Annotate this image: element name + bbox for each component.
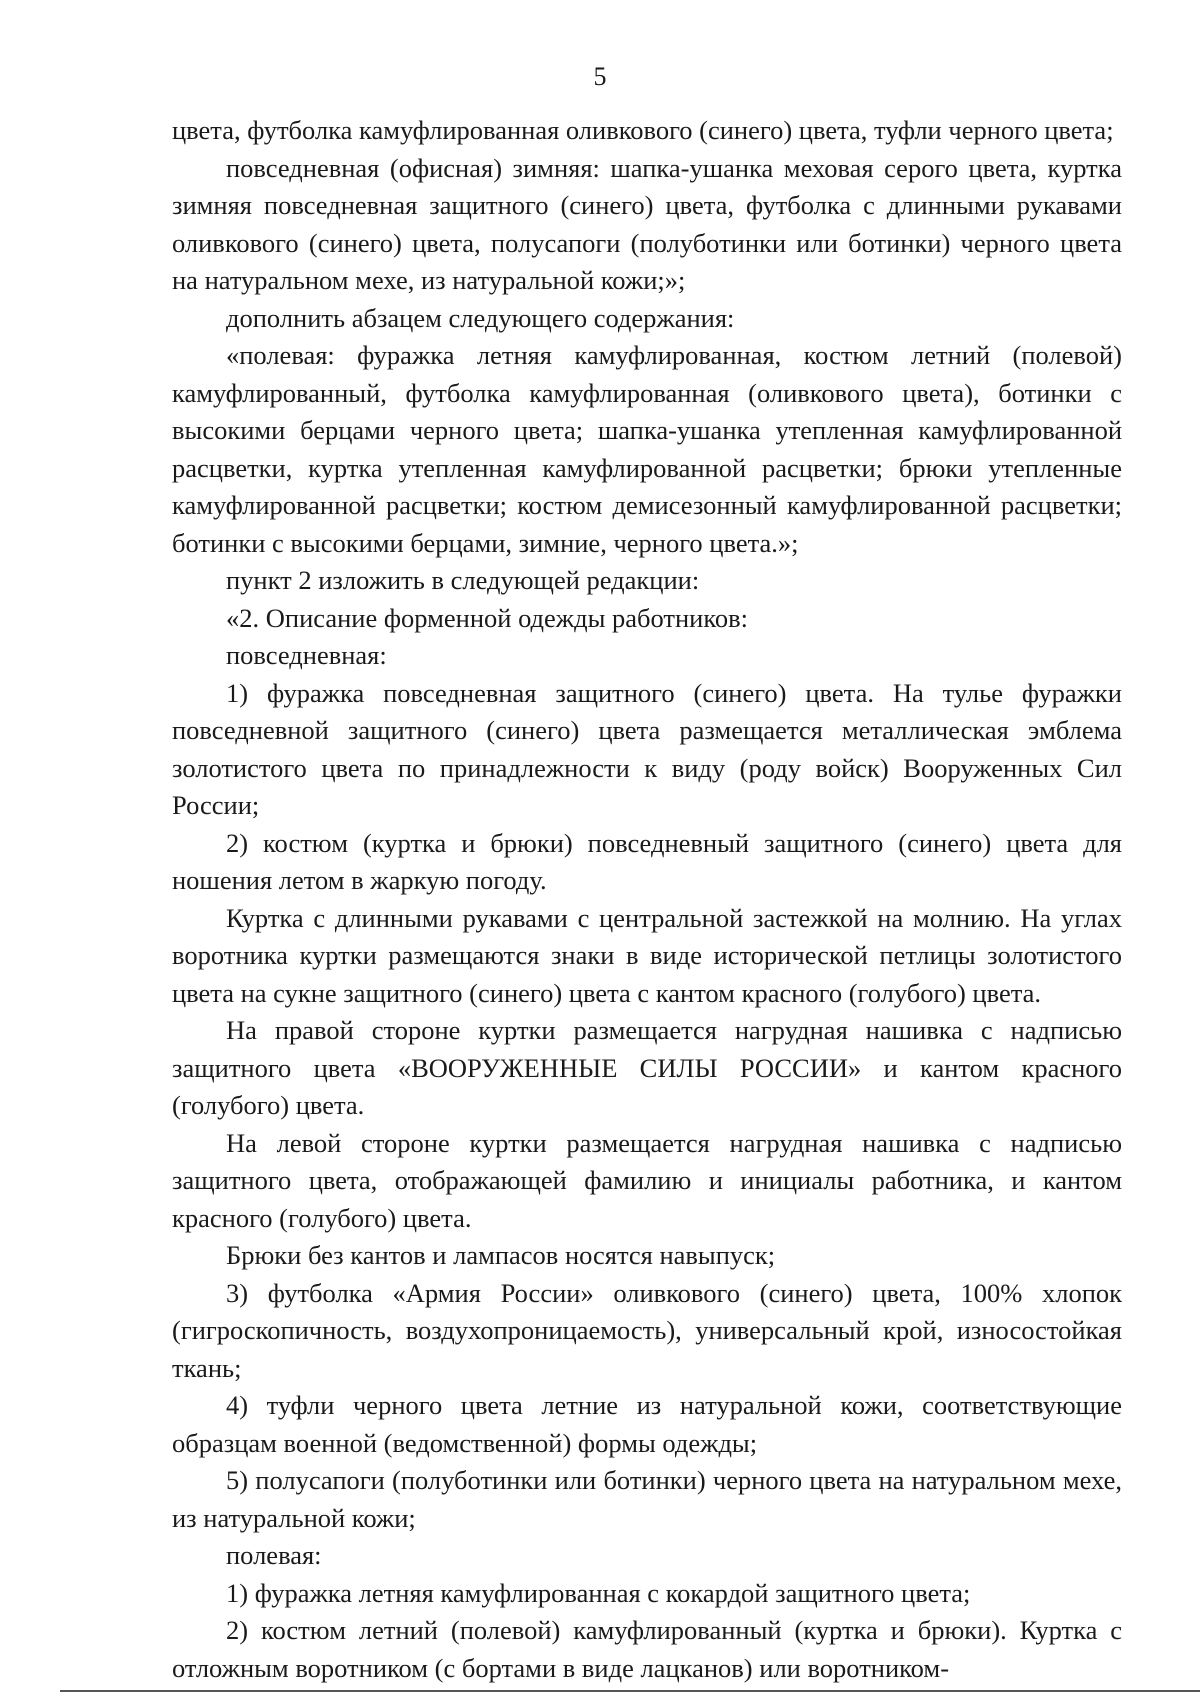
paragraph-11: На правой стороне куртки размещается нагрудная нашивка с надписью защитного цвета «ВООРУЖЕННЫЕ СИЛЫ РОССИИ» и кантом красного (голубого) цвета. — [172, 1015, 1122, 1120]
paragraph-1: цвета, футболка камуфлированная оливкового (синего) цвета, туфли черного цвета; — [172, 115, 1114, 145]
paragraph-3: дополнить абзацем следующего содержания: — [226, 302, 735, 333]
paragraph-2: повседневная (офисная) зимняя: шапка-ушанка меховая серого цвета, куртка зимняя повседневная защитного (синего) цвета, футболка с длинными рукавами оливкового (синего) цвета, полусапоги (полуботинки или ботинки) черного цвета на натуральном мехе, из натуральной кожи;»; — [172, 152, 1122, 295]
scan-bottom-edge — [60, 1690, 1200, 1692]
paragraph-12: На левой стороне куртки размещается нагрудная нашивка с надписью защитного цвета, отображающей фамилию и инициалы работника, и кантом красного (голубого) цвета. — [172, 1127, 1122, 1233]
paragraph-14: 3) футболка «Армия России» оливкового (синего) цвета, 100% хлопок (гигроскопичность, воздухопроницаемость), универсальный крой, износостойкая ткань; — [172, 1277, 1122, 1383]
paragraph-9: 2) костюм (куртка и брюки) повседневный защитного (синего) цвета для ношения летом в жаркую погоду. — [172, 827, 1122, 895]
paragraph-16: 5) полусапоги (полуботинки или ботинки) черного цвета на натуральном мехе, из натуральной кожи; — [172, 1465, 1122, 1533]
paragraph-18: 1) фуражка летняя камуфлированная с кокардой защитного цвета; — [226, 1577, 971, 1608]
page-number: 5 — [593, 62, 607, 91]
paragraph-10: Куртка с длинными рукавами с центральной застежкой на молнию. На углах воротника куртки размещаются знаки в виде исторической петлицы золотистого цвета на сукне защитного (синего) цвета с кантом красного (голубого) цвета. — [172, 902, 1122, 1008]
paragraph-19: 2) костюм летний (полевой) камуфлированный (куртка и брюки). Куртка с отложным воротником (с бортами в виде лацканов) или воротником- — [172, 1615, 1122, 1683]
paragraph-17: полевая: — [226, 1540, 322, 1570]
paragraph-8: 1) фуражка повседневная защитного (синего) цвета. На тулье фуражки повседневной защитного (синего) цвета размещается металлическая эмблема золотистого цвета по принадлежности к виду (роду войск) Вооруженных Сил России; — [172, 677, 1122, 820]
paragraph-15: 4) туфли черного цвета летние из натуральной кожи, соответствующие образцам военной (ведомственной) формы одежды; — [172, 1390, 1122, 1458]
paragraph-6: «2. Описание форменной одежды работников: — [226, 602, 749, 633]
paragraph-5: пункт 2 изложить в следующей редакции: — [226, 565, 700, 595]
paragraph-4: «полевая: фуражка летняя камуфлированная, костюм летний (полевой) камуфлированный, футболка камуфлированная (оливкового цвета), ботинки с высокими берцами черного цвета; шапка-ушанка утепленная камуфлированной расцветки, куртка утепленная камуфлированной расцветки; брюки утепленные камуфлированной расцветки; костюм демисезонный камуфлированной расцветки; ботинки с высокими берцами, зимние, черного цвета.»; — [172, 340, 1122, 558]
document-body — [172, 112, 1122, 1687]
paragraph-13: Брюки без кантов и лампасов носятся навыпуск; — [226, 1240, 776, 1270]
paragraph-7: повседневная: — [226, 640, 387, 670]
